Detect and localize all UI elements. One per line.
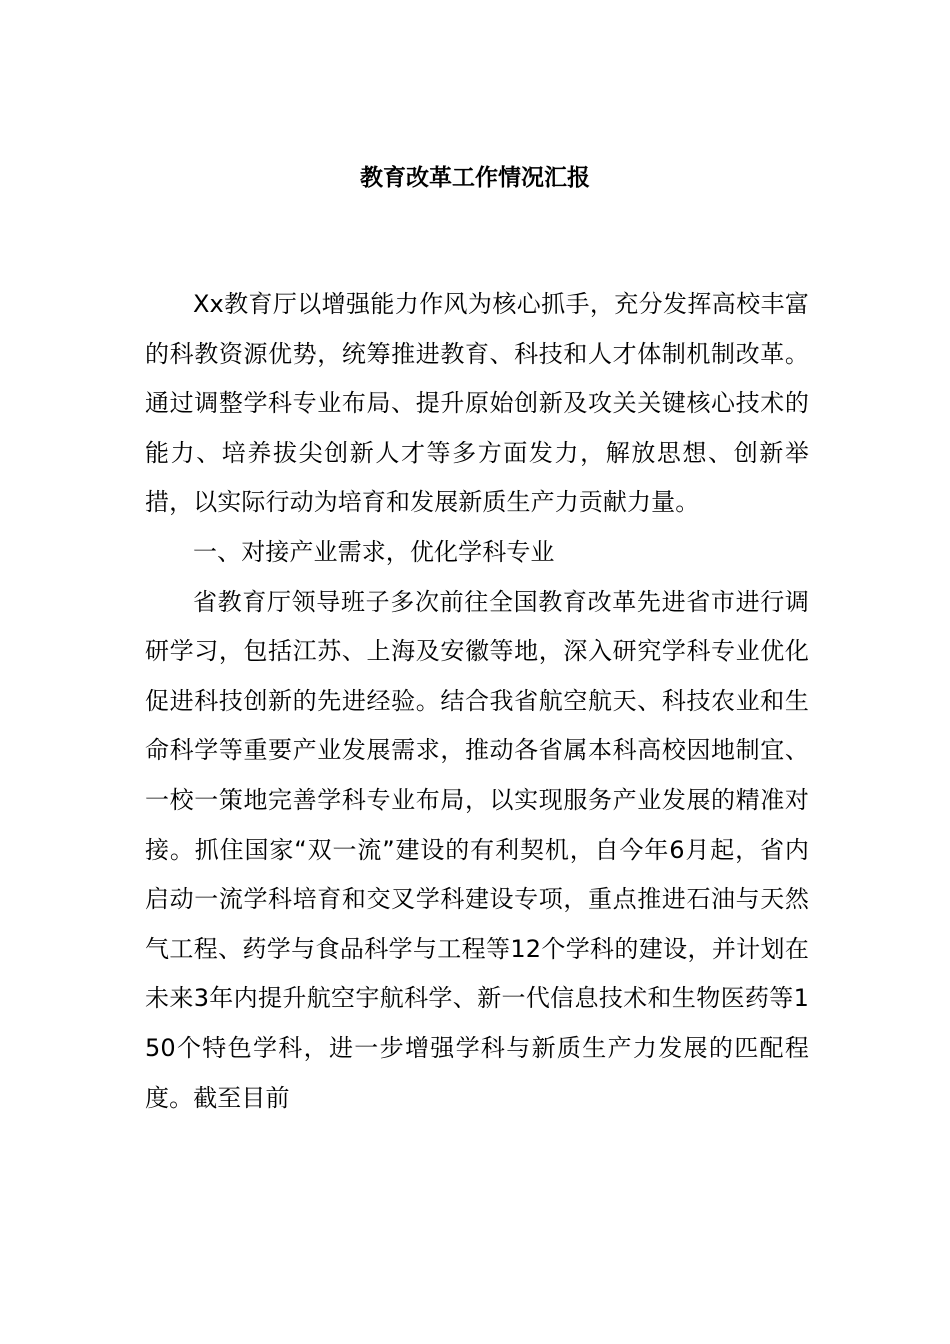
document-body [145,280,809,1123]
intro-paragraph: Xx教育厅以增强能力作风为核心抓手，充分发挥高校丰富的科教资源优势，统筹推进教育、科技和人才体制机制改革。通过调整学科专业布局、提升原始创新及攻关关键核心技术的能力、培养拔尖创新人才等多方面发力，解放思想、创新举措，以实际行动为培育和发展新质生产力贡献力量。 [145,290,809,517]
document-title: 教育改革工作情况汇报 [360,165,590,191]
section-paragraph: 省教育厅领导班子多次前往全国教育改革先进省市进行调研学习，包括江苏、上海及安徽等地，深入研究学科专业优化促进科技创新的先进经验。结合我省航空航天、科技农业和生命科学等重要产业发展需求，推动各省属本科高校因地制宜、一校一策地完善学科专业布局，以实现服务产业发展的精准对接。抓住国家“双一流”建设的有利契机，自今年6月起，省内启动一流学科培育和交叉学科建设专项，重点推进石油与天然气工程、药学与食品科学与工程等12个学科的建设，并计划在未来3年内提升航空宇航科学、新一代信息技术和生物医药等150个特色学科，进一步增强学科与新质生产力发展的匹配程度。截至目前 [145,587,809,1112]
section-heading: 一、对接产业需求，优化学科专业 [193,537,555,566]
